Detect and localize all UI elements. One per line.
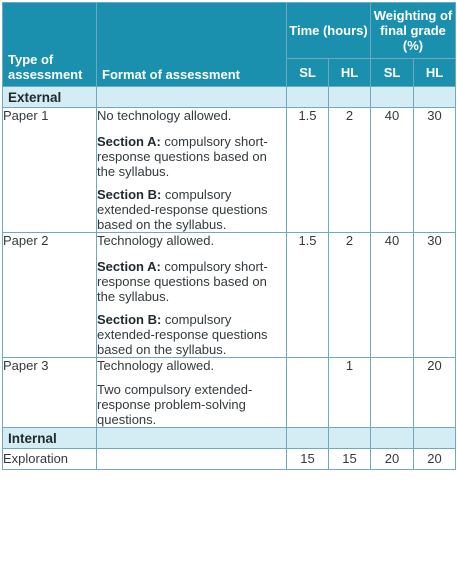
time-sl: 1.5 (287, 233, 329, 358)
weight-hl: 30 (414, 233, 456, 358)
assessment-type: Exploration (3, 449, 97, 470)
header-time-hours: Time (hours) (287, 3, 371, 59)
time-sl: 15 (287, 449, 329, 470)
weight-sl: 40 (371, 233, 414, 358)
header-weighting: Weighting of final grade (%) (371, 3, 456, 59)
time-sl (287, 358, 329, 428)
format-intro: No technology allowed. (97, 108, 232, 123)
format-section-a: Section A: compulsory short-response questions based on the syllabus. (97, 134, 268, 179)
table-row (3, 233, 456, 358)
section-label-external: External (3, 87, 97, 108)
table-row (3, 449, 456, 470)
section-row-external (3, 87, 456, 108)
header-weight-sl: SL (371, 59, 414, 87)
header-time-hl: HL (329, 59, 371, 87)
assessment-type: Paper 2 (3, 233, 97, 358)
time-hl: 15 (329, 449, 371, 470)
time-sl: 1.5 (287, 108, 329, 233)
weight-hl: 20 (414, 449, 456, 470)
header-weight-hl: HL (414, 59, 456, 87)
weight-hl: 30 (414, 108, 456, 233)
header-format-of-assessment: Format of assessment (97, 3, 287, 87)
assessment-format (97, 358, 287, 428)
assessment-format (97, 108, 287, 233)
assessment-table (2, 2, 456, 470)
time-hl: 2 (329, 233, 371, 358)
assessment-format (97, 233, 287, 358)
weight-sl: 40 (371, 108, 414, 233)
header-time-sl: SL (287, 59, 329, 87)
time-hl: 2 (329, 108, 371, 233)
assessment-type: Paper 3 (3, 358, 97, 428)
time-hl: 1 (329, 358, 371, 428)
weight-hl: 20 (414, 358, 456, 428)
format-section-a: Section A: compulsory short-response questions based on the syllabus. (97, 259, 268, 304)
weight-sl (371, 358, 414, 428)
format-extra: Two compulsory extended-response problem-solving questions. (97, 382, 253, 427)
section-label-internal: Internal (3, 428, 97, 449)
format-intro: Technology allowed. (97, 358, 215, 373)
section-row-internal (3, 428, 456, 449)
format-section-b: Section B: compulsory extended-response questions based on the syllabus. (97, 187, 268, 232)
weight-sl: 20 (371, 449, 414, 470)
format-section-b: Section B: compulsory extended-response questions based on the syllabus. (97, 312, 268, 357)
header-type-of-assessment: Type of assessment (3, 3, 97, 87)
format-intro: Technology allowed. (97, 233, 215, 248)
table-row (3, 108, 456, 233)
assessment-type: Paper 1 (3, 108, 97, 233)
table-row (3, 358, 456, 428)
